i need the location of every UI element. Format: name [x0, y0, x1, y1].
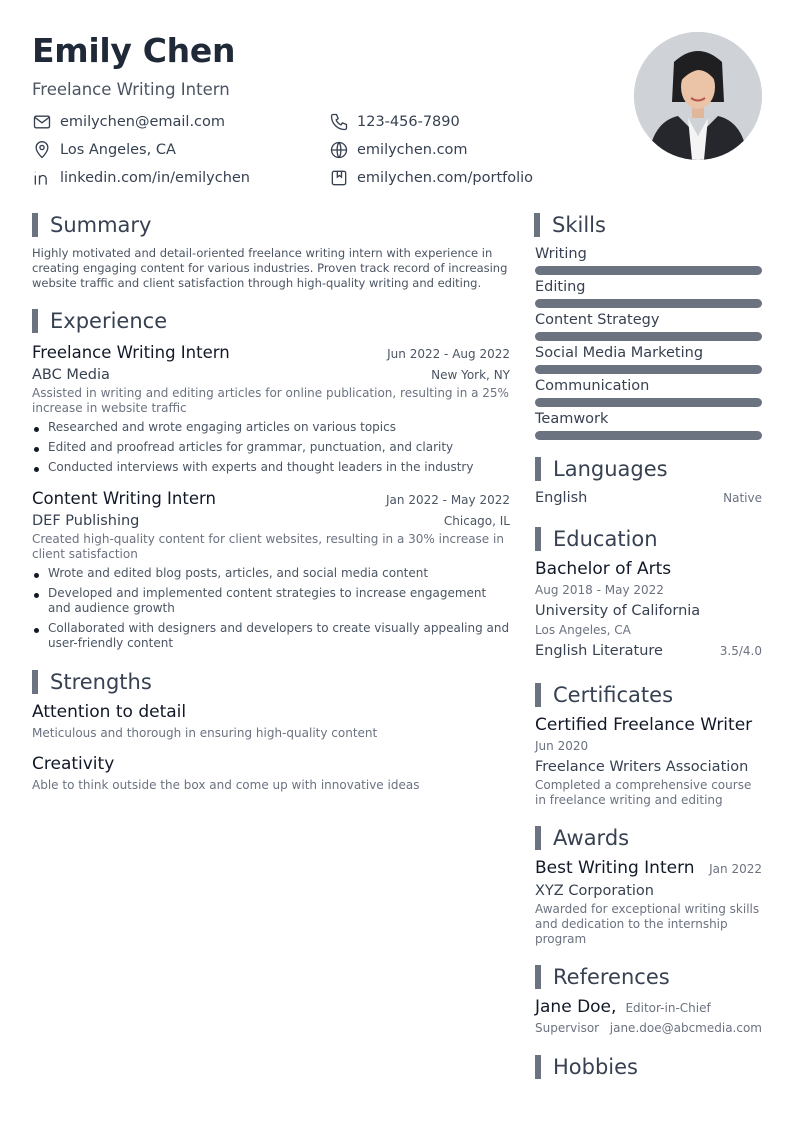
reference-position: Editor-in-Chief	[625, 1001, 711, 1015]
award-description: Awarded for exceptional writing skills and dedication to the internship program	[535, 902, 760, 946]
job-bullets	[32, 420, 510, 475]
heading-accent-bar	[535, 683, 541, 707]
globe-icon	[329, 140, 349, 160]
languages-title: Languages	[553, 457, 668, 481]
experience-title: Experience	[50, 309, 168, 333]
candidate-name: Emily Chen	[32, 31, 236, 70]
job-dates: Jan 2022 - May 2022	[386, 493, 510, 507]
award-entry	[535, 857, 762, 947]
language-item	[535, 490, 762, 506]
education-heading	[535, 526, 762, 552]
education-degree: Bachelor of Arts	[535, 559, 672, 579]
job-dates: Jun 2022 - Aug 2022	[387, 347, 510, 361]
education-school: University of California	[535, 603, 701, 619]
skill-level-bar	[535, 398, 762, 407]
contact-phone[interactable]	[329, 111, 460, 133]
heading-accent-bar	[32, 213, 38, 237]
strength-item	[32, 701, 510, 741]
education-gpa: 3.5/4.0	[719, 644, 762, 658]
job-title: Freelance Writing Intern	[32, 343, 230, 362]
strengths-heading	[32, 669, 510, 695]
awards-heading	[535, 825, 762, 851]
job-location: New York, NY	[431, 368, 510, 382]
skill-name: Teamwork	[535, 411, 609, 427]
skill-name: Editing	[535, 279, 586, 295]
certificates-heading	[535, 682, 762, 708]
references-title: References	[553, 965, 670, 989]
contact-portfolio[interactable]	[329, 167, 533, 189]
left-column	[32, 212, 510, 793]
awards-title: Awards	[553, 826, 630, 850]
website-text: emilychen.com	[357, 142, 468, 158]
skill-level-bar	[535, 365, 762, 374]
job-bullet: Developed and implemented content strategies to increase engagement and audience growth	[32, 586, 510, 616]
right-column	[535, 212, 762, 1080]
hobbies-title: Hobbies	[553, 1055, 638, 1079]
skill-name: Social Media Marketing	[535, 345, 704, 361]
skills-list	[535, 244, 762, 440]
reference-email[interactable]: jane.doe@abcmedia.com	[609, 1021, 762, 1035]
summary-heading	[32, 212, 510, 238]
contact-website[interactable]	[329, 139, 468, 161]
languages-heading	[535, 456, 762, 482]
skill-level-bar	[535, 299, 762, 308]
heading-accent-bar	[32, 309, 38, 333]
strength-title: Creativity	[32, 754, 115, 774]
strength-item	[32, 753, 510, 793]
profile-photo	[634, 32, 762, 160]
job-description: Assisted in writing and editing articles for online publication, resulting in a 25% increase in website traffic	[32, 386, 509, 415]
skill-name: Communication	[535, 378, 650, 394]
linkedin-text: linkedin.com/in/emilychen	[60, 170, 250, 186]
award-date: Jan 2022	[709, 862, 762, 876]
experience-heading	[32, 308, 510, 334]
heading-accent-bar	[32, 670, 38, 694]
portfolio-text: emilychen.com/portfolio	[357, 170, 534, 186]
certificate-description: Completed a comprehensive course in freelance writing and editing	[535, 778, 752, 807]
award-issuer: XYZ Corporation	[535, 883, 654, 899]
linkedin-icon	[32, 168, 52, 188]
language-name: English	[535, 490, 588, 506]
mail-icon	[32, 112, 52, 132]
resume-header	[32, 30, 632, 101]
location-text: Los Angeles, CA	[60, 142, 176, 158]
certificate-name: Certified Freelance Writer	[535, 715, 753, 735]
heading-accent-bar	[535, 826, 541, 850]
skill-level-bar	[535, 332, 762, 341]
email-text: emilychen@email.com	[60, 114, 226, 130]
references-heading	[535, 964, 762, 990]
skill-level-bar	[535, 431, 762, 440]
contact-email[interactable]	[32, 111, 225, 133]
skill-name: Writing	[535, 246, 587, 262]
strengths-title: Strengths	[50, 670, 152, 694]
reference-relation: Supervisor	[535, 1021, 600, 1035]
job-bullets	[32, 566, 510, 651]
job-bullet: Wrote and edited blog posts, articles, and social media content	[32, 566, 510, 581]
heading-accent-bar	[535, 1055, 541, 1079]
contact-location	[32, 139, 176, 161]
certificate-date: Jun 2020	[535, 739, 589, 753]
job-bullet: Edited and proofread articles for grammar, punctuation, and clarity	[32, 440, 510, 455]
phone-icon	[329, 112, 349, 132]
job-title: Content Writing Intern	[32, 489, 216, 508]
education-dates: Aug 2018 - May 2022	[535, 583, 664, 597]
job-entry	[32, 342, 510, 475]
heading-accent-bar	[535, 965, 541, 989]
contact-linkedin[interactable]	[32, 167, 250, 189]
candidate-role: Freelance Writing Intern	[32, 80, 230, 99]
language-level: Native	[723, 491, 762, 505]
summary-text: Highly motivated and detail-oriented freelance writing intern with experience in creating engaging content for various industries. Proven track record of increasing website traffic and client satisfaction through high-quality writing and editing.	[32, 246, 508, 290]
job-location: Chicago, IL	[443, 514, 510, 528]
job-bullet: Conducted interviews with experts and thought leaders in the industry	[32, 460, 510, 475]
skills-title: Skills	[552, 213, 606, 237]
map-pin-icon	[32, 140, 52, 160]
heading-accent-bar	[534, 213, 540, 237]
reference-name: Jane Doe,	[535, 997, 617, 1017]
bookmark-icon	[329, 168, 349, 188]
education-field: English Literature	[535, 643, 663, 659]
certificates-title: Certificates	[553, 683, 674, 707]
certificate-issuer: Freelance Writers Association	[535, 759, 749, 775]
job-company: ABC Media	[32, 367, 110, 383]
summary-title: Summary	[50, 213, 152, 237]
education-entry	[535, 558, 762, 661]
hobbies-heading	[535, 1054, 762, 1080]
skill-name: Content Strategy	[535, 312, 660, 328]
job-description: Created high-quality content for client websites, resulting in a 30% increase in client satisfaction	[32, 532, 504, 561]
job-entry	[32, 488, 510, 651]
skills-heading	[534, 212, 762, 238]
reference-entry	[535, 996, 762, 1036]
education-title: Education	[553, 527, 658, 551]
skill-level-bar	[535, 266, 762, 275]
strength-description: Meticulous and thorough in ensuring high-quality content	[32, 726, 378, 740]
strength-description: Able to think outside the box and come up with innovative ideas	[32, 778, 420, 792]
certificate-entry	[535, 714, 762, 808]
job-company: DEF Publishing	[32, 513, 140, 529]
heading-accent-bar	[535, 527, 541, 551]
phone-text: 123-456-7890	[357, 114, 460, 130]
award-name: Best Writing Intern	[535, 858, 695, 878]
education-location: Los Angeles, CA	[535, 623, 631, 637]
job-bullet: Researched and wrote engaging articles on various topics	[32, 420, 510, 435]
job-bullet: Collaborated with designers and developers to create visually appealing and user-friendly content	[32, 621, 510, 651]
heading-accent-bar	[535, 457, 541, 481]
strength-title: Attention to detail	[32, 702, 187, 722]
